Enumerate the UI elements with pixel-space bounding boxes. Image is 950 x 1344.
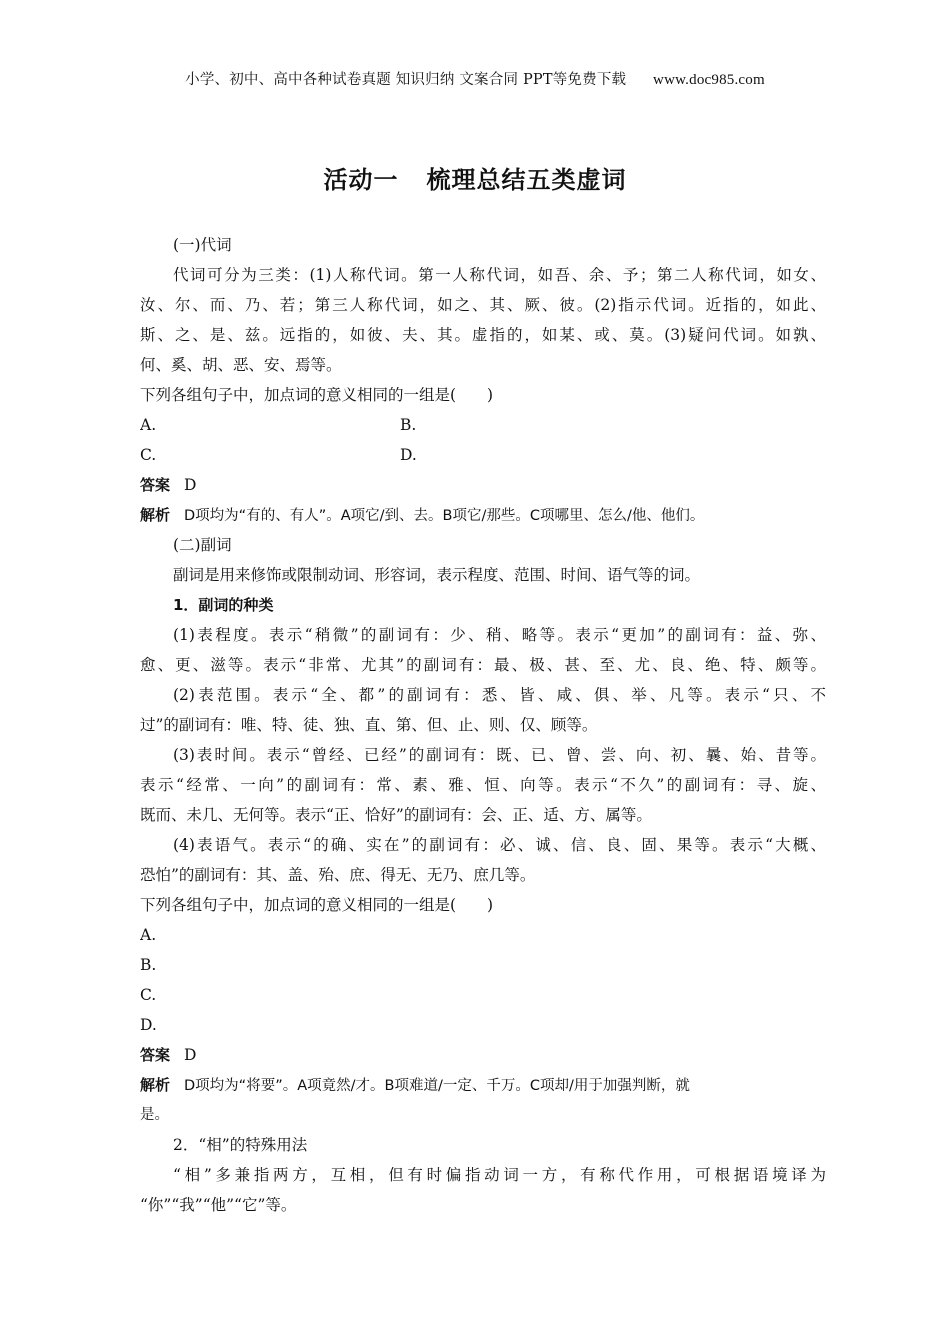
section2-sub2: 2．“相”的特殊用法 — [173, 1136, 308, 1154]
option-c: C. — [140, 986, 157, 1004]
option-a: A. — [140, 416, 157, 434]
section2-p1-line: 愈、更、滋等。表示“非常、尤其”的副词有：最、极、甚、至、尤、良、绝、特、颇等。 — [140, 656, 826, 674]
answer-value: D — [184, 476, 197, 494]
answer-label: 答案 — [140, 476, 171, 494]
section2-p2-line: (2)表范围。表示“全、都”的副词有：悉、皆、咸、俱、举、凡等。表示“只、不 — [173, 686, 826, 704]
section2-intro: 副词是用来修饰或限制动词、形容词，表示程度、范围、时间、语气等的词。 — [173, 566, 701, 584]
section1-heading: (一)代词 — [173, 236, 232, 254]
analysis-label: 解析 — [140, 1076, 171, 1094]
section2-analysis-cont: 是。 — [140, 1107, 169, 1123]
section2-p3-line: 既而、未几、无何等。表示“正、恰好”的副词有：会、正、适、方、属等。 — [140, 806, 652, 824]
option-d: D. — [400, 446, 417, 464]
title-part2: 梳理总结五类虚词 — [426, 166, 627, 194]
header-site-link[interactable]: www.doc985.com — [653, 72, 765, 88]
section2-analysis — [140, 1070, 826, 1100]
section1-para-line: 何、奚、胡、恶、安、焉等。 — [140, 356, 342, 374]
section1-answer — [140, 470, 826, 500]
option-d: D. — [140, 1016, 157, 1034]
section2-answer — [140, 1040, 826, 1070]
section1-options-row — [140, 410, 826, 440]
section2-p4-line: 恐怕”的副词有：其、盖、殆、庶、得无、无乃、庶几等。 — [140, 866, 536, 884]
option-c: C. — [140, 446, 157, 464]
section2-p3-line: (3)表时间。表示“曾经、已经”的副词有：既、已、曾、尝、向、初、曩、始、昔等。 — [173, 746, 826, 764]
section1-para-line: 代词可分为三类：(1)人称代词。第一人称代词，如吾、余、予；第二人称代词，如女、 — [173, 266, 826, 284]
analysis-label: 解析 — [140, 506, 171, 524]
section1-para-line: 斯、之、是、兹。远指的，如彼、夫、其。虚指的，如某、或、莫。(3)疑问代词。如孰、 — [140, 326, 826, 344]
analysis-text: D项均为“将要”。A项竟然/才。B项难道/一定、千万。C项却/用于加强判断，就 — [184, 1078, 690, 1094]
section1-question: 下列各组句子中，加点词的意义相同的一组是( ) — [140, 386, 494, 404]
section2-heading: (二)副词 — [173, 536, 232, 554]
section2-question: 下列各组句子中，加点词的意义相同的一组是( ) — [140, 896, 494, 914]
option-b: B. — [140, 956, 157, 974]
section2-p3-line: 表示“经常、一向”的副词有：常、素、雅、恒、向等。表示“不久”的副词有：寻、旋、 — [140, 776, 826, 794]
title-part1: 活动一 — [323, 166, 399, 194]
section2-p2-line: 过”的副词有：唯、特、徒、独、直、第、但、止、则、仅、顾等。 — [140, 716, 598, 734]
answer-value: D — [184, 1046, 197, 1064]
document-body — [140, 230, 826, 1220]
section2-sub1: 1．副词的种类 — [173, 596, 274, 614]
section2-p5-line: “相”多兼指两方，互相，但有时偏指动词一方，有称代作用，可根据语境译为 — [173, 1166, 826, 1184]
section1-analysis — [140, 500, 826, 530]
option-b: B. — [400, 416, 417, 434]
section2-p1-line: (1)表程度。表示“稍微”的副词有：少、稍、略等。表示“更加”的副词有：益、弥、 — [173, 626, 826, 644]
answer-label: 答案 — [140, 1046, 171, 1064]
header-text: 小学、初中、高中各种试卷真题 知识归纳 文案合同 PPT等免费下载 — [185, 72, 627, 88]
section1-options-row — [140, 440, 826, 470]
section2-p4-line: (4)表语气。表示“的确、实在”的副词有：必、诚、信、良、固、果等。表示“大概、 — [173, 836, 826, 854]
section1-para-line: 汝、尔、而、乃、若；第三人称代词，如之、其、厥、彼。(2)指示代词。近指的，如此、 — [140, 296, 826, 314]
analysis-text: D项均为“有的、有人”。A项它/到、去。B项它/那些。C项哪里、怎么/他、他们。 — [184, 508, 705, 524]
section2-p5-line: “你”“我”“他”“它”等。 — [140, 1196, 297, 1214]
page-header — [0, 68, 950, 89]
option-a: A. — [140, 926, 157, 944]
page-title — [0, 160, 950, 195]
